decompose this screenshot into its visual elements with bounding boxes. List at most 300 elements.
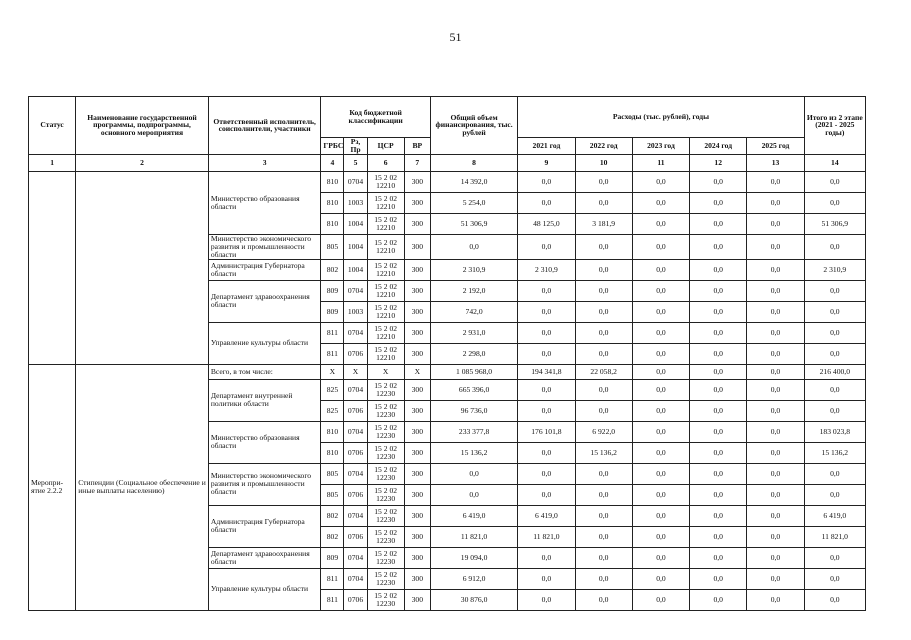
year-2023-cell: 0,0 — [632, 547, 689, 568]
csr-code-part: 12210 — [376, 289, 396, 299]
grbs-cell: 809 — [321, 547, 344, 568]
vr-cell: 300 — [404, 213, 430, 234]
grbs-cell: 810 — [321, 442, 344, 463]
csr-code-part: 15 2 02 — [374, 485, 398, 495]
total-cell: 0,0 — [430, 484, 517, 505]
year-2023-cell: 0,0 — [632, 589, 689, 610]
year-2021-cell: 176 101,8 — [518, 421, 575, 442]
csr-cell — [367, 280, 404, 301]
year-2025-cell: 0,0 — [747, 589, 804, 610]
total-cell: 30 876,0 — [430, 589, 517, 610]
year-2025-cell: 0,0 — [747, 568, 804, 589]
vr-cell: 300 — [404, 547, 430, 568]
grbs-cell: 825 — [321, 400, 344, 421]
year-2023-cell: 0,0 — [632, 505, 689, 526]
year-2025-cell: 0,0 — [747, 400, 804, 421]
csr-code-part: 12230 — [376, 598, 396, 608]
csr-code-part: 12230 — [376, 514, 396, 524]
vr-cell: 300 — [404, 463, 430, 484]
year-2022-cell: 0,0 — [575, 505, 632, 526]
year-2021-cell: 0,0 — [518, 442, 575, 463]
stage-total-cell: 0,0 — [804, 234, 865, 259]
year-2021-cell: 0,0 — [518, 568, 575, 589]
year-2023-cell: 0,0 — [632, 421, 689, 442]
header-2024: 2024 год — [690, 138, 747, 155]
total-cell: 742,0 — [430, 301, 517, 322]
stage-total-cell: 0,0 — [804, 547, 865, 568]
column-index: 3 — [208, 154, 321, 171]
csr-cell — [367, 192, 404, 213]
year-2024-cell: 0,0 — [690, 280, 747, 301]
csr-code-part: 15 2 02 — [374, 214, 398, 224]
executor-cell: Администрация Губернатора области — [208, 259, 321, 280]
rzpr-cell: 0706 — [344, 526, 367, 547]
csr-code-part: 15 2 02 — [374, 193, 398, 203]
year-2021-cell: 0,0 — [518, 379, 575, 400]
table-body — [29, 171, 866, 610]
total-cell: 0,0 — [430, 234, 517, 259]
rzpr-cell: X — [344, 364, 367, 379]
year-2023-cell: 0,0 — [632, 442, 689, 463]
rzpr-cell: 1004 — [344, 259, 367, 280]
vr-cell: 300 — [404, 280, 430, 301]
grbs-cell: 810 — [321, 213, 344, 234]
csr-code-part: 15 2 02 — [374, 344, 398, 354]
year-2024-cell: 0,0 — [690, 213, 747, 234]
total-cell: 233 377,8 — [430, 421, 517, 442]
column-index: 11 — [632, 154, 689, 171]
vr-cell: 300 — [404, 343, 430, 364]
stage-total-cell: 0,0 — [804, 379, 865, 400]
year-2023-cell: 0,0 — [632, 364, 689, 379]
year-2023-cell: 0,0 — [632, 280, 689, 301]
executor-cell: Министерство образования области — [208, 421, 321, 463]
year-2025-cell: 0,0 — [747, 171, 804, 192]
stage-total-cell: 51 306,9 — [804, 213, 865, 234]
csr-code-part: 12230 — [376, 451, 396, 461]
header-2022: 2022 год — [575, 138, 632, 155]
csr-cell — [367, 400, 404, 421]
grbs-cell: 811 — [321, 343, 344, 364]
stage-total-cell: 0,0 — [804, 343, 865, 364]
year-2024-cell: 0,0 — [690, 421, 747, 442]
executor-cell: Всего, в том числе: — [208, 364, 321, 379]
vr-cell: 300 — [404, 171, 430, 192]
year-2024-cell: 0,0 — [690, 463, 747, 484]
column-index: 2 — [76, 154, 209, 171]
year-2025-cell: 0,0 — [747, 192, 804, 213]
total-cell: 0,0 — [430, 463, 517, 484]
total-cell: 6 912,0 — [430, 568, 517, 589]
year-2024-cell: 0,0 — [690, 343, 747, 364]
year-2023-cell: 0,0 — [632, 400, 689, 421]
grbs-cell: 809 — [321, 301, 344, 322]
year-2025-cell: 0,0 — [747, 526, 804, 547]
year-2023-cell: 0,0 — [632, 213, 689, 234]
executor-cell: Управление культуры области — [208, 568, 321, 610]
year-2023-cell: 0,0 — [632, 322, 689, 343]
csr-cell — [367, 484, 404, 505]
year-2021-cell: 0,0 — [518, 171, 575, 192]
vr-cell: 300 — [404, 234, 430, 259]
stage-total-cell: 0,0 — [804, 301, 865, 322]
csr-code-part: 15 2 02 — [374, 527, 398, 537]
year-2021-cell: 0,0 — [518, 343, 575, 364]
year-2024-cell: 0,0 — [690, 568, 747, 589]
year-2022-cell: 0,0 — [575, 192, 632, 213]
stage-total-cell: 11 821,0 — [804, 526, 865, 547]
year-2021-cell: 48 125,0 — [518, 213, 575, 234]
column-index: 13 — [747, 154, 804, 171]
total-cell: 2 298,0 — [430, 343, 517, 364]
year-2024-cell: 0,0 — [690, 301, 747, 322]
vr-cell: 300 — [404, 379, 430, 400]
total-cell: 19 094,0 — [430, 547, 517, 568]
year-2022-cell: 0,0 — [575, 589, 632, 610]
year-2025-cell: 0,0 — [747, 505, 804, 526]
year-2023-cell: 0,0 — [632, 568, 689, 589]
csr-code-part: 12210 — [376, 310, 396, 320]
column-index: 6 — [367, 154, 404, 171]
stage-total-cell: 6 419,0 — [804, 505, 865, 526]
year-2023-cell: 0,0 — [632, 301, 689, 322]
rzpr-cell: 0704 — [344, 280, 367, 301]
year-2021-cell: 0,0 — [518, 301, 575, 322]
year-2025-cell: 0,0 — [747, 213, 804, 234]
csr-cell — [367, 589, 404, 610]
vr-cell: 300 — [404, 301, 430, 322]
csr-code-part: 12230 — [376, 493, 396, 503]
stage-total-cell: 0,0 — [804, 192, 865, 213]
total-cell: 2 310,9 — [430, 259, 517, 280]
vr-cell: 300 — [404, 259, 430, 280]
year-2025-cell: 0,0 — [747, 379, 804, 400]
csr-code-part: 15 2 02 — [374, 590, 398, 600]
year-2024-cell: 0,0 — [690, 589, 747, 610]
rzpr-cell: 1003 — [344, 192, 367, 213]
executor-cell: Министерство экономического развития и промышленности области — [208, 234, 321, 259]
year-2023-cell: 0,0 — [632, 171, 689, 192]
total-cell: 6 419,0 — [430, 505, 517, 526]
executor-cell: Управление культуры области — [208, 322, 321, 364]
column-index: 8 — [430, 154, 517, 171]
year-2023-cell: 0,0 — [632, 234, 689, 259]
rzpr-cell: 0704 — [344, 568, 367, 589]
year-2022-cell: 0,0 — [575, 280, 632, 301]
csr-cell — [367, 171, 404, 192]
csr-cell — [367, 301, 404, 322]
year-2025-cell: 0,0 — [747, 234, 804, 259]
stage-total-cell: 216 400,0 — [804, 364, 865, 379]
header-rzpr: Рз, Пр — [344, 138, 367, 155]
csr-code-part: 15 2 02 — [374, 464, 398, 474]
csr-code-part: 12230 — [376, 535, 396, 545]
total-cell: 11 821,0 — [430, 526, 517, 547]
stage-total-cell: 0,0 — [804, 589, 865, 610]
year-2021-cell: 0,0 — [518, 400, 575, 421]
rzpr-cell: 0706 — [344, 442, 367, 463]
csr-cell — [367, 421, 404, 442]
year-2021-cell: 0,0 — [518, 234, 575, 259]
rzpr-cell: 0706 — [344, 484, 367, 505]
csr-code-part: 12210 — [376, 222, 396, 232]
vr-cell: 300 — [404, 192, 430, 213]
year-2021-cell: 6 419,0 — [518, 505, 575, 526]
year-2021-cell: 194 341,8 — [518, 364, 575, 379]
vr-cell: X — [404, 364, 430, 379]
csr-code-part: 12230 — [376, 409, 396, 419]
stage-total-cell: 0,0 — [804, 280, 865, 301]
executor-cell: Департамент внутренней политики области — [208, 379, 321, 421]
year-2025-cell: 0,0 — [747, 364, 804, 379]
total-cell: 15 136,2 — [430, 442, 517, 463]
total-cell: 51 306,9 — [430, 213, 517, 234]
rzpr-cell: 1004 — [344, 234, 367, 259]
year-2021-cell: 2 310,9 — [518, 259, 575, 280]
grbs-cell: 805 — [321, 234, 344, 259]
csr-cell — [367, 379, 404, 400]
year-2022-cell: 0,0 — [575, 301, 632, 322]
vr-cell: 300 — [404, 505, 430, 526]
grbs-cell: 825 — [321, 379, 344, 400]
grbs-cell: 811 — [321, 322, 344, 343]
year-2022-cell: 22 058,2 — [575, 364, 632, 379]
year-2024-cell: 0,0 — [690, 442, 747, 463]
column-index: 4 — [321, 154, 344, 171]
csr-code-part: 15 2 02 — [374, 401, 398, 411]
vr-cell: 300 — [404, 526, 430, 547]
vr-cell: 300 — [404, 442, 430, 463]
stage-total-cell: 15 136,2 — [804, 442, 865, 463]
year-2022-cell: 0,0 — [575, 400, 632, 421]
year-2022-cell: 0,0 — [575, 322, 632, 343]
year-2022-cell: 0,0 — [575, 526, 632, 547]
year-2023-cell: 0,0 — [632, 484, 689, 505]
year-2021-cell: 0,0 — [518, 463, 575, 484]
header-grbs: ГРБС — [321, 138, 344, 155]
rzpr-cell: 0704 — [344, 421, 367, 442]
csr-cell — [367, 343, 404, 364]
year-2023-cell: 0,0 — [632, 526, 689, 547]
column-index: 12 — [690, 154, 747, 171]
year-2022-cell: 3 181,9 — [575, 213, 632, 234]
executor-cell: Администрация Губернатора области — [208, 505, 321, 547]
year-2024-cell: 0,0 — [690, 171, 747, 192]
stage-total-cell: 2 310,9 — [804, 259, 865, 280]
year-2024-cell: 0,0 — [690, 364, 747, 379]
vr-cell: 300 — [404, 400, 430, 421]
csr-code-part: 12210 — [376, 201, 396, 211]
year-2022-cell: 0,0 — [575, 568, 632, 589]
executor-cell: Министерство экономического развития и промышленности области — [208, 463, 321, 505]
year-2022-cell: 0,0 — [575, 343, 632, 364]
year-2023-cell: 0,0 — [632, 343, 689, 364]
csr-cell — [367, 505, 404, 526]
total-cell: 96 736,0 — [430, 400, 517, 421]
year-2023-cell: 0,0 — [632, 259, 689, 280]
year-2024-cell: 0,0 — [690, 400, 747, 421]
name-cell — [76, 171, 209, 364]
csr-code-part: 15 2 02 — [374, 380, 398, 390]
total-cell: 2 192,0 — [430, 280, 517, 301]
year-2023-cell: 0,0 — [632, 379, 689, 400]
status-cell: Меропри-ятие 2.2.2 — [29, 364, 76, 610]
stage-total-cell: 0,0 — [804, 171, 865, 192]
csr-code-part: 15 2 02 — [374, 506, 398, 516]
total-cell: 2 931,0 — [430, 322, 517, 343]
grbs-cell: 810 — [321, 421, 344, 442]
status-cell — [29, 171, 76, 364]
header-stage: Итого из 2 этапе (2021 - 2025 годы) — [804, 97, 865, 155]
year-2021-cell: 11 821,0 — [518, 526, 575, 547]
csr-code-part: 12210 — [376, 268, 396, 278]
grbs-cell: 802 — [321, 259, 344, 280]
column-index: 14 — [804, 154, 865, 171]
csr-code-part: 12230 — [376, 388, 396, 398]
year-2025-cell: 0,0 — [747, 463, 804, 484]
year-2025-cell: 0,0 — [747, 343, 804, 364]
year-2021-cell: 0,0 — [518, 322, 575, 343]
year-2021-cell: 0,0 — [518, 589, 575, 610]
header-executor: Ответственный исполнитель, соисполнители, участники — [208, 97, 321, 155]
year-2025-cell: 0,0 — [747, 280, 804, 301]
rzpr-cell: 0704 — [344, 322, 367, 343]
year-2021-cell: 0,0 — [518, 484, 575, 505]
csr-code-part: 15 2 02 — [374, 548, 398, 558]
rzpr-cell: 0704 — [344, 463, 367, 484]
rzpr-cell: 0706 — [344, 589, 367, 610]
vr-cell: 300 — [404, 568, 430, 589]
stage-total-cell: 0,0 — [804, 568, 865, 589]
grbs-cell: 805 — [321, 463, 344, 484]
year-2024-cell: 0,0 — [690, 234, 747, 259]
grbs-cell: X — [321, 364, 344, 379]
rzpr-cell: 1004 — [344, 213, 367, 234]
rzpr-cell: 0704 — [344, 171, 367, 192]
csr-cell — [367, 259, 404, 280]
column-index: 7 — [404, 154, 430, 171]
csr-cell — [367, 213, 404, 234]
name-cell: Стипендии (Социальное обеспечение и иные выплаты населению) — [76, 364, 209, 610]
year-2025-cell: 0,0 — [747, 301, 804, 322]
year-2024-cell: 0,0 — [690, 505, 747, 526]
grbs-cell: 811 — [321, 568, 344, 589]
csr-code-part: 15 2 02 — [374, 443, 398, 453]
vr-cell: 300 — [404, 421, 430, 442]
csr-cell — [367, 547, 404, 568]
csr-code-part: 12230 — [376, 556, 396, 566]
stage-total-cell: 0,0 — [804, 322, 865, 343]
vr-cell: 300 — [404, 484, 430, 505]
year-2024-cell: 0,0 — [690, 322, 747, 343]
year-2024-cell: 0,0 — [690, 547, 747, 568]
csr-code-part: 15 2 02 — [374, 569, 398, 579]
rzpr-cell: 0704 — [344, 547, 367, 568]
budget-table — [28, 96, 866, 611]
year-2024-cell: 0,0 — [690, 526, 747, 547]
csr-code-part: 15 2 02 — [374, 302, 398, 312]
vr-cell: 300 — [404, 322, 430, 343]
table-row-total — [29, 364, 866, 379]
rzpr-cell: 0704 — [344, 379, 367, 400]
stage-total-cell: 0,0 — [804, 484, 865, 505]
year-2022-cell: 0,0 — [575, 171, 632, 192]
column-index: 5 — [344, 154, 367, 171]
csr-code-part: 12210 — [376, 352, 396, 362]
csr-code-part: 15 2 02 — [374, 172, 398, 182]
grbs-cell: 802 — [321, 505, 344, 526]
csr-code-part: 15 2 02 — [374, 260, 398, 270]
header-csr: ЦСР — [367, 138, 404, 155]
column-index: 10 — [575, 154, 632, 171]
column-index: 9 — [518, 154, 575, 171]
csr-cell — [367, 463, 404, 484]
executor-cell: Департамент здравоохранения области — [208, 280, 321, 322]
column-index-row — [29, 154, 866, 171]
total-cell: 665 396,0 — [430, 379, 517, 400]
year-2025-cell: 0,0 — [747, 547, 804, 568]
csr-cell — [367, 442, 404, 463]
year-2022-cell: 15 136,2 — [575, 442, 632, 463]
total-cell: 14 392,0 — [430, 171, 517, 192]
csr-code-part: 15 2 02 — [374, 422, 398, 432]
rzpr-cell: 0704 — [344, 505, 367, 526]
year-2025-cell: 0,0 — [747, 442, 804, 463]
csr-code-part: 12230 — [376, 472, 396, 482]
csr-code-part: 12230 — [376, 577, 396, 587]
grbs-cell: 802 — [321, 526, 344, 547]
header-code-group: Код бюджетной классификации — [321, 97, 431, 138]
executor-cell: Департамент здравоохранения области — [208, 547, 321, 568]
year-2022-cell: 0,0 — [575, 484, 632, 505]
year-2024-cell: 0,0 — [690, 192, 747, 213]
csr-cell — [367, 322, 404, 343]
csr-code-part: 15 2 02 — [374, 281, 398, 291]
csr-cell: X — [367, 364, 404, 379]
year-2022-cell: 0,0 — [575, 463, 632, 484]
year-2024-cell: 0,0 — [690, 259, 747, 280]
csr-cell — [367, 568, 404, 589]
csr-code-part: 12210 — [376, 180, 396, 190]
year-2025-cell: 0,0 — [747, 322, 804, 343]
grbs-cell: 810 — [321, 171, 344, 192]
column-index: 1 — [29, 154, 76, 171]
csr-code-part: 12210 — [376, 331, 396, 341]
year-2025-cell: 0,0 — [747, 259, 804, 280]
year-2025-cell: 0,0 — [747, 484, 804, 505]
csr-code-part: 12230 — [376, 430, 396, 440]
vr-cell: 300 — [404, 589, 430, 610]
total-cell: 1 085 968,0 — [430, 364, 517, 379]
header-2023: 2023 год — [632, 138, 689, 155]
page-number: 51 — [449, 30, 462, 44]
year-2021-cell: 0,0 — [518, 280, 575, 301]
year-2022-cell: 6 922,0 — [575, 421, 632, 442]
grbs-cell: 809 — [321, 280, 344, 301]
grbs-cell: 811 — [321, 589, 344, 610]
csr-code-part: 15 2 02 — [374, 237, 398, 247]
header-status: Статус — [29, 97, 76, 155]
grbs-cell: 805 — [321, 484, 344, 505]
rzpr-cell: 1003 — [344, 301, 367, 322]
year-2022-cell: 0,0 — [575, 234, 632, 259]
year-2024-cell: 0,0 — [690, 484, 747, 505]
year-2022-cell: 0,0 — [575, 547, 632, 568]
rzpr-cell: 0706 — [344, 343, 367, 364]
csr-cell — [367, 234, 404, 259]
header-total: Общий объем финансирования, тыс. рублей — [430, 97, 517, 155]
grbs-cell: 810 — [321, 192, 344, 213]
